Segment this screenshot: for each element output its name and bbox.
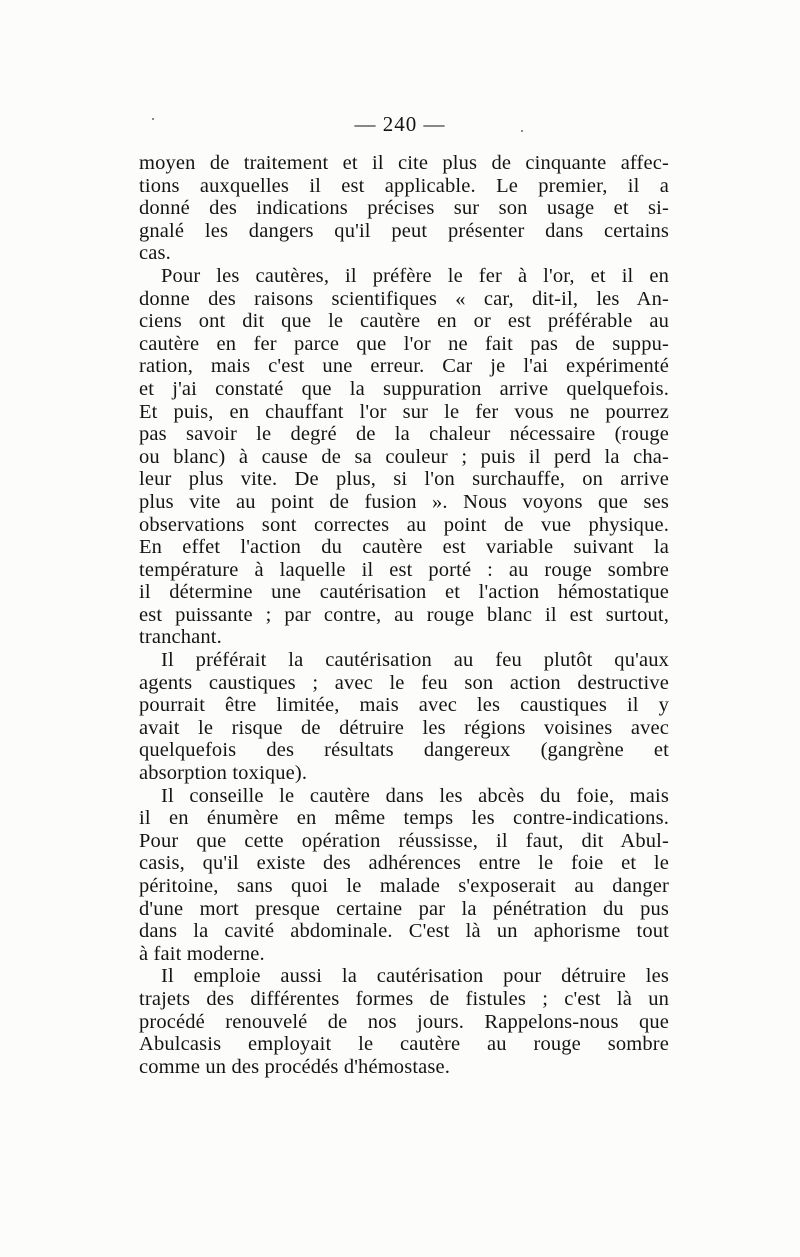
body-text: [139, 152, 669, 1078]
text-line: Pour que cette opération réussisse, il faut, dit Abul-: [139, 829, 669, 852]
text-line: dans la cavité abdominale. C'est là un aphorisme tout: [139, 920, 669, 943]
text-line: comme un des procédés d'hémostase.: [139, 1055, 451, 1078]
text-line: ciens ont dit que le cautère en or est préférable au: [139, 310, 669, 333]
text-line: trajets des différentes formes de fistules ; c'est là un: [139, 987, 669, 1010]
text-line: avait le risque de détruire les régions voisines avec: [139, 716, 669, 739]
text-line: donne des raisons scientifiques « car, dit-il, les An-: [139, 287, 669, 310]
text-line: péritoine, sans quoi le malade s'exposerait au danger: [139, 875, 669, 897]
paragraph: [139, 649, 669, 785]
paragraph: [139, 152, 669, 265]
text-line: En effet l'action du cautère est variable suivant la: [139, 536, 669, 559]
text-line: tions auxquelles il est applicable. Le premier, il a: [139, 174, 669, 197]
text-line: gnalé les dangers qu'il peut présenter dans certains: [139, 219, 669, 242]
text-line: plus vite au point de fusion ». Nous voyons que ses: [139, 490, 669, 513]
text-line: ration, mais c'est une erreur. Car je l'ai expérimenté: [139, 355, 669, 378]
text-line: quelquefois des résultats dangereux (gangrène et: [139, 739, 669, 762]
text-line: il en énumère en même temps les contre-indications.: [139, 807, 669, 830]
text-line: Et puis, en chauffant l'or sur le fer vous ne pourrez: [139, 400, 669, 423]
text-line: ou blanc) à cause de sa couleur ; puis il perd la cha-: [139, 445, 669, 468]
text-line: pas savoir le degré de la chaleur nécessaire (rouge: [139, 423, 669, 446]
text-line: donné des indications précises sur son usage et si-: [139, 197, 669, 220]
page-number: — 240 —: [354, 112, 446, 136]
text-line: est puissante ; par contre, au rouge blanc il est surtout,: [139, 603, 669, 626]
text-line: et j'ai constaté que la suppuration arrive quelquefois.: [139, 377, 669, 400]
paragraph: [139, 785, 669, 966]
text-line: cas.: [139, 242, 171, 265]
text-line: moyen de traitement et il cite plus de cinquante affec-: [139, 152, 669, 174]
text-line: pourrait être limitée, mais avec les caustiques il y: [139, 694, 669, 717]
text-line: Il préférait la cautérisation au feu plutôt qu'aux: [161, 649, 669, 672]
text-line: leur plus vite. De plus, si l'on surchauffe, on arrive: [139, 468, 669, 491]
text-line: casis, qu'il existe des adhérences entre le foie et le: [139, 852, 669, 875]
text-line: Il emploie aussi la cautérisation pour détruire les: [161, 965, 669, 988]
text-line: à fait moderne.: [139, 942, 265, 965]
text-line: agents caustiques ; avec le feu son action destructive: [139, 671, 669, 694]
text-line: Pour les cautères, il préfère le fer à l'or, et il en: [161, 264, 669, 287]
text-line: d'une mort presque certaine par la pénétration du pus: [139, 897, 669, 920]
text-line: cautère en fer parce que l'or ne fait pas de suppu-: [139, 332, 669, 355]
text-line: Abulcasis employait le cautère au rouge sombre: [139, 1033, 669, 1056]
text-line: température à laquelle il est porté : au rouge sombre: [139, 558, 669, 581]
text-line: observations sont correctes au point de vue physique.: [139, 513, 669, 536]
text-line: Il conseille le cautère dans les abcès du foie, mais: [161, 784, 669, 807]
paragraph: [139, 265, 669, 649]
text-line: il détermine une cautérisation et l'action hémostatique: [139, 581, 669, 604]
text-line: absorption toxique).: [139, 762, 308, 785]
text-line: procédé renouvelé de nos jours. Rappelons-nous que: [139, 1010, 669, 1033]
paragraph: [139, 965, 669, 1078]
text-line: tranchant.: [139, 626, 222, 649]
